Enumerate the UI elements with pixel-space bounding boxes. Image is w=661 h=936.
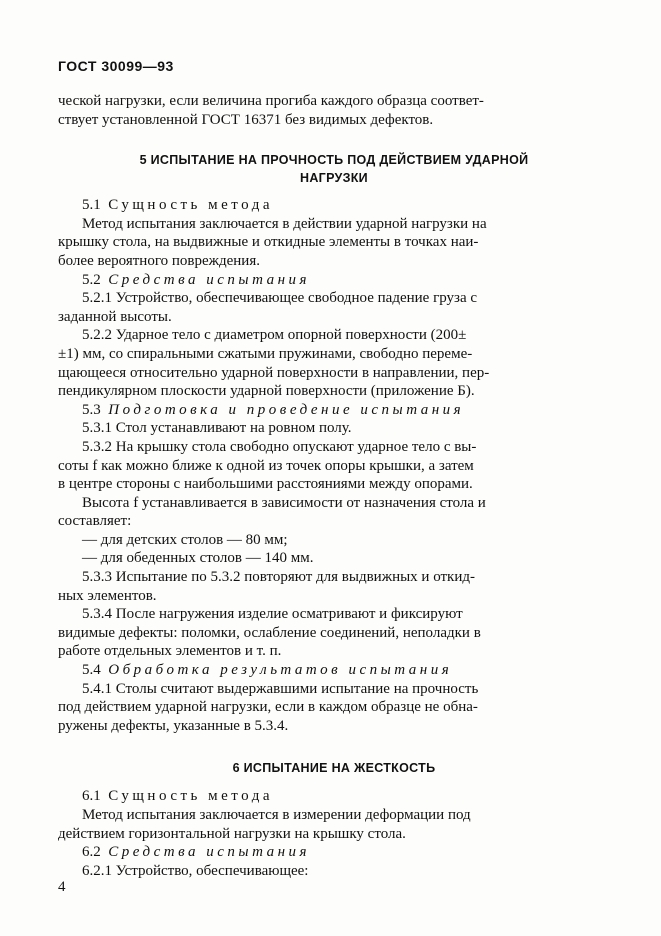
subsection-number: 5.1 bbox=[82, 197, 101, 214]
paragraph-line: Метод испытания заключается в действии ударной нагрузки на bbox=[82, 215, 487, 232]
paragraph-line: ных элементов. bbox=[58, 587, 157, 604]
list-item: — для детских столов — 80 мм; bbox=[82, 531, 288, 548]
paragraph-line: 5.4.1 Столы считают выдержавшими испытание на прочность bbox=[82, 680, 479, 697]
paragraph-line: крышку стола, на выдвижные и откидные элементы в точках наи- bbox=[58, 234, 479, 251]
paragraph-line: 5.3.3 Испытание по 5.3.2 повторяют для выдвижных и откид- bbox=[82, 569, 476, 586]
paragraph-line: 6.2.1 Устройство, обеспечивающее: bbox=[82, 862, 309, 879]
list-item: — для обеденных столов — 140 мм. bbox=[82, 550, 314, 567]
paragraph-line: соты f как можно ближе к одной из точек опоры крышки, а затем bbox=[58, 457, 474, 474]
paragraph-line: более вероятного повреждения. bbox=[58, 252, 260, 269]
document-body bbox=[58, 92, 610, 880]
page-number: 4 bbox=[58, 879, 66, 895]
subsection-5-3-heading bbox=[58, 401, 610, 420]
paragraph-line: составляет: bbox=[58, 513, 132, 530]
paragraph-line: 5.3.4 После нагружения изделие осматривают и фиксируют bbox=[82, 606, 463, 623]
section-5-heading: 5 ИСПЫТАНИЕ НА ПРОЧНОСТЬ ПОД ДЕЙСТВИЕМ УДАРНОЙ bbox=[139, 153, 529, 168]
subsection-number: 6.1 bbox=[82, 788, 101, 805]
subsection-title: Подготовка и проведение испытания bbox=[108, 401, 465, 418]
paragraph-line: заданной высоты. bbox=[58, 308, 172, 325]
paragraph-line: щающееся относительно ударной поверхности в направлении, пер- bbox=[58, 364, 490, 381]
subsection-5-1-heading bbox=[58, 196, 610, 215]
paragraph-line: 5.2.2 Ударное тело с диаметром опорной поверхности (200± bbox=[82, 327, 467, 344]
subsection-number: 5.3 bbox=[82, 401, 101, 418]
subsection-title: Сущность метода bbox=[108, 788, 274, 805]
paragraph-line: пендикулярном плоскости ударной поверхности (приложение Б). bbox=[58, 383, 475, 400]
paragraph-line: 5.3.1 Стол устанавливают на ровном полу. bbox=[82, 420, 352, 437]
section-6-heading: 6 ИСПЫТАНИЕ НА ЖЕСТКОСТЬ bbox=[232, 761, 436, 776]
document-header: ГОСТ 30099—93 bbox=[58, 58, 174, 74]
section-5-heading-cont: НАГРУЗКИ bbox=[300, 171, 368, 186]
paragraph-line: под действием ударной нагрузки, если в каждом образце не обна- bbox=[58, 699, 478, 716]
subsection-6-2-heading bbox=[58, 843, 610, 862]
paragraph-line: 5.3.2 На крышку стола свободно опускают ударное тело с вы- bbox=[82, 438, 477, 455]
paragraph-line: Высота f устанавливается в зависимости от назначения стола и bbox=[82, 494, 486, 511]
paragraph-line: в центре стороны с наибольшими расстояниями между опорами. bbox=[58, 476, 473, 493]
paragraph-line: видимые дефекты: поломки, ослабление соединений, неполадки в bbox=[58, 624, 481, 641]
paragraph-line: действием горизонтальной нагрузки на крышку стола. bbox=[58, 825, 406, 842]
intro-line: ческой нагрузки, если величина прогиба каждого образца соответ- bbox=[58, 93, 484, 109]
intro-line: ствует установленной ГОСТ 16371 без видимых дефектов. bbox=[58, 111, 434, 128]
paragraph-line: ±1) мм, со спиральными сжатыми пружинами, свободно переме- bbox=[58, 345, 473, 362]
subsection-title: Сущность метода bbox=[108, 197, 274, 214]
subsection-title: Средства испытания bbox=[108, 844, 311, 861]
subsection-title: Средства испытания bbox=[108, 271, 311, 288]
subsection-6-1-heading bbox=[58, 787, 610, 806]
paragraph-line: 5.2.1 Устройство, обеспечивающее свободное падение груза с bbox=[82, 290, 478, 307]
subsection-title: Обработка результатов испытания bbox=[108, 662, 453, 679]
subsection-5-2-heading bbox=[58, 271, 610, 290]
subsection-5-4-heading bbox=[58, 661, 610, 680]
subsection-number: 6.2 bbox=[82, 844, 101, 861]
paragraph-line: Метод испытания заключается в измерении деформации под bbox=[82, 807, 471, 823]
subsection-number: 5.4 bbox=[82, 662, 101, 679]
paragraph-line: работе отдельных элементов и т. п. bbox=[58, 643, 282, 660]
subsection-number: 5.2 bbox=[82, 271, 101, 288]
paragraph-line: ружены дефекты, указанные в 5.3.4. bbox=[58, 717, 289, 734]
